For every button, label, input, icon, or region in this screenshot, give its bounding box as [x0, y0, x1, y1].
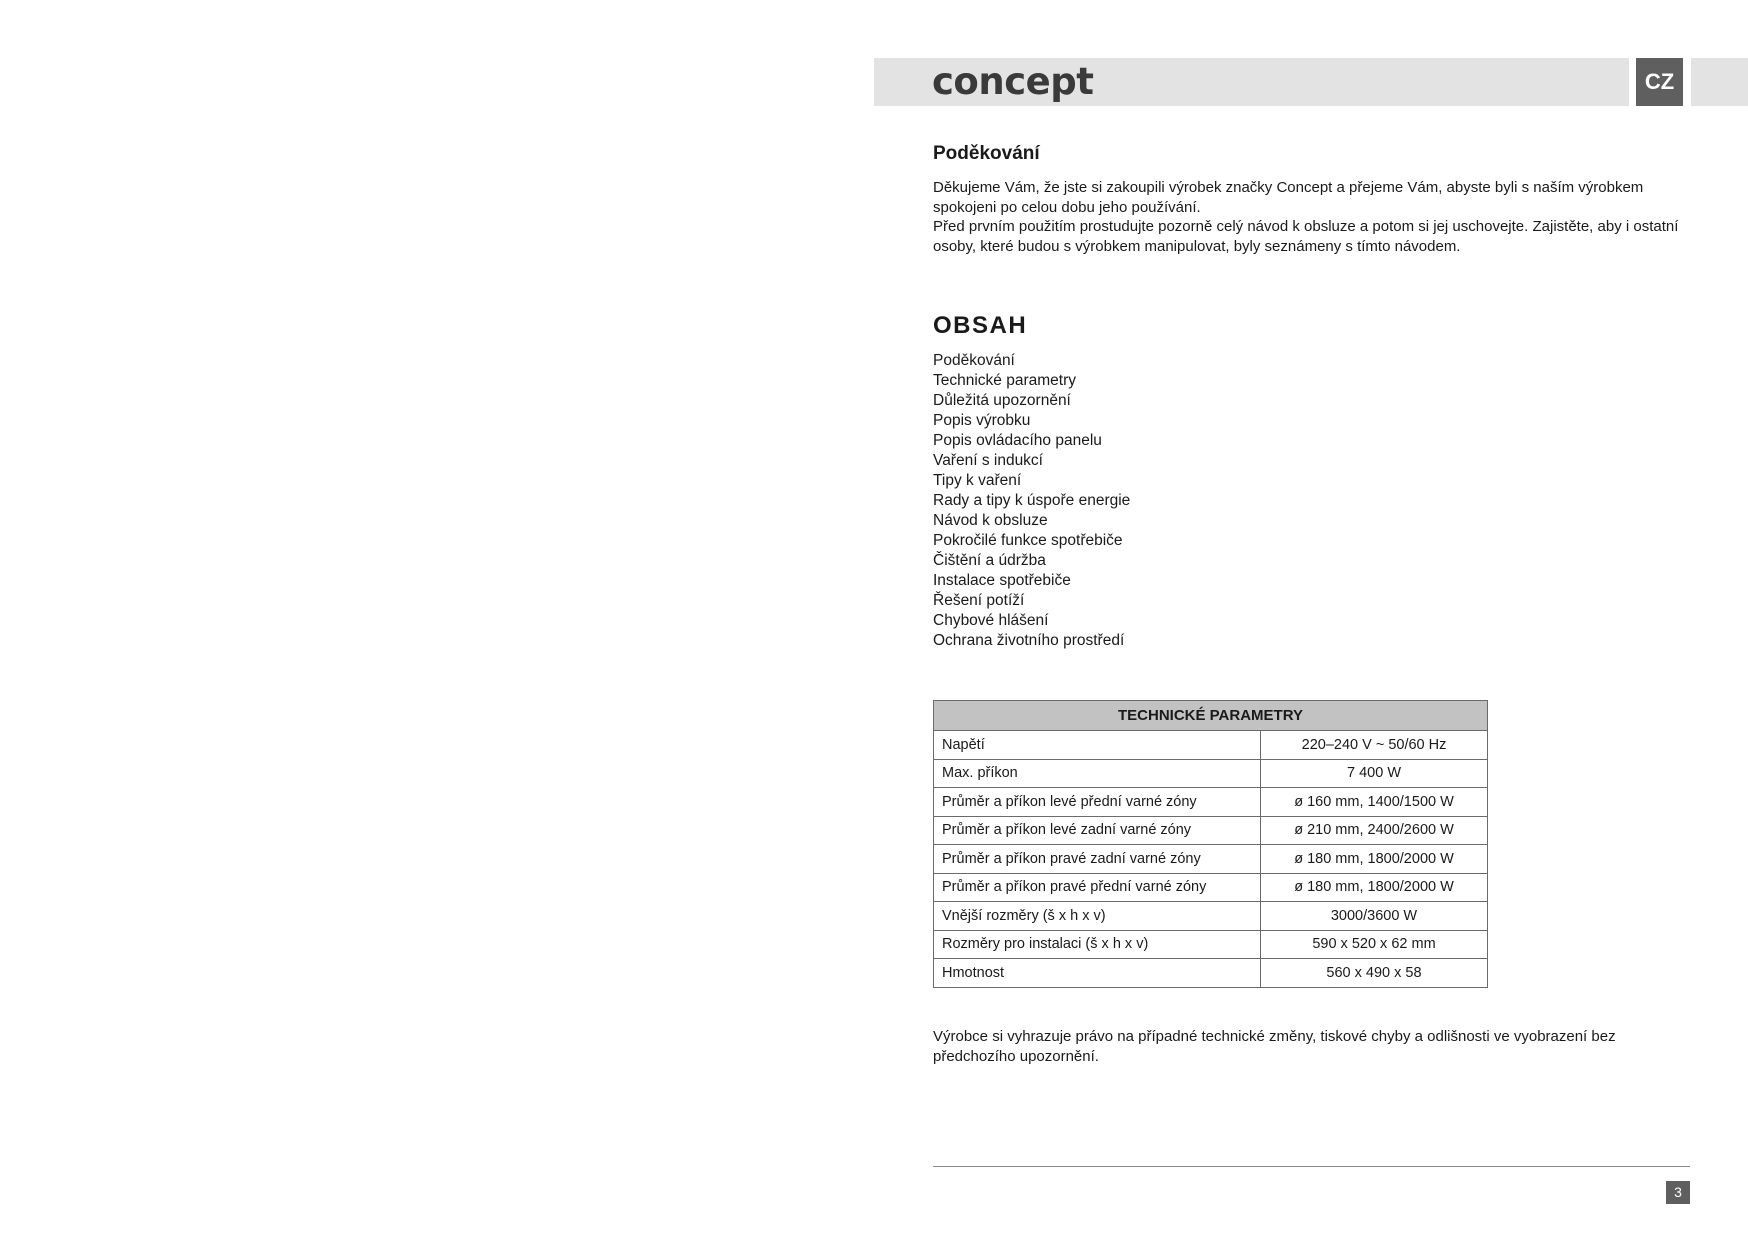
- table-row: [934, 788, 1488, 817]
- spec-label: Průměr a příkon levé zadní varné zóny: [934, 816, 1261, 845]
- spec-label: Max. příkon: [934, 759, 1261, 788]
- toc-item: Řešení potíží: [933, 592, 1025, 609]
- spec-value: ø 180 mm, 1800/2000 W: [1261, 845, 1488, 874]
- toc-item: Pokročilé funkce spotřebiče: [933, 532, 1123, 549]
- spec-value: 590 x 520 x 62 mm: [1261, 930, 1488, 959]
- spec-value: 560 x 490 x 58: [1261, 959, 1488, 988]
- thanks-paragraph: Děkujeme Vám, že jste si zakoupili výrobek značky Concept a přejeme Vám, abyste byli s naším výrobkem spokojeni po celou dobu jeho používání.: [933, 179, 1644, 216]
- spec-value: 7 400 W: [1261, 759, 1488, 788]
- brand-logo: concept: [932, 60, 1094, 103]
- table-row: [934, 731, 1488, 760]
- toc-item: Instalace spotřebiče: [933, 572, 1071, 589]
- spec-value: ø 180 mm, 1800/2000 W: [1261, 873, 1488, 902]
- disclaimer-text: Výrobce si vyhrazuje právo na případné technické změny, tiskové chyby a odlišnosti ve vyobrazení bez předchozího upozornění.: [933, 1028, 1616, 1065]
- spec-label: Rozměry pro instalaci (š x h x v): [934, 930, 1261, 959]
- spec-label: Hmotnost: [934, 959, 1261, 988]
- page-number: 3: [1666, 1181, 1690, 1204]
- toc-item: Čištění a údržba: [933, 552, 1046, 569]
- toc-item: Rady a tipy k úspoře energie: [933, 492, 1131, 509]
- table-row: [934, 873, 1488, 902]
- spec-label: Napětí: [934, 731, 1261, 760]
- spec-value: ø 210 mm, 2400/2600 W: [1261, 816, 1488, 845]
- table-row: [934, 816, 1488, 845]
- toc-item: Ochrana životního prostředí: [933, 632, 1125, 649]
- spec-label: Průměr a příkon levé přední varné zóny: [934, 788, 1261, 817]
- toc-heading: OBSAH: [933, 312, 1028, 339]
- toc-list: [933, 351, 1130, 651]
- thanks-text: [933, 178, 1688, 256]
- toc-item: Technické parametry: [933, 372, 1077, 389]
- spec-value: 220–240 V ~ 50/60 Hz: [1261, 731, 1488, 760]
- toc-item: Návod k obsluze: [933, 512, 1048, 529]
- header-bar-end: [1691, 58, 1748, 106]
- spec-value: 3000/3600 W: [1261, 902, 1488, 931]
- toc-item: Popis ovládacího panelu: [933, 432, 1102, 449]
- table-row: [934, 902, 1488, 931]
- toc-item: Tipy k vaření: [933, 472, 1022, 489]
- toc-item: Chybové hlášení: [933, 612, 1049, 629]
- footer-divider: [933, 1166, 1690, 1167]
- thanks-heading: Poděkování: [933, 143, 1040, 164]
- spec-label: Průměr a příkon pravé zadní varné zóny: [934, 845, 1261, 874]
- spec-table-title: TECHNICKÉ PARAMETRY: [934, 701, 1488, 731]
- spec-label: Průměr a příkon pravé přední varné zóny: [934, 873, 1261, 902]
- table-row: [934, 845, 1488, 874]
- spec-table: [933, 700, 1488, 988]
- table-row: [934, 930, 1488, 959]
- table-row: [934, 759, 1488, 788]
- spec-label: Vnější rozměry (š x h x v): [934, 902, 1261, 931]
- language-badge: CZ: [1636, 58, 1683, 106]
- spec-value: ø 160 mm, 1400/1500 W: [1261, 788, 1488, 817]
- thanks-paragraph: Před prvním použitím prostudujte pozorně celý návod k obsluze a potom si jej uschovejte. Zajistěte, aby i ostatní osoby, které budou s výrobkem manipulovat, byly seznámeny s tímto návodem.: [933, 218, 1679, 255]
- toc-item: Poděkování: [933, 352, 1015, 369]
- toc-item: Popis výrobku: [933, 412, 1031, 429]
- table-row: [934, 959, 1488, 988]
- toc-item: Důležitá upozornění: [933, 392, 1071, 409]
- toc-item: Vaření s indukcí: [933, 452, 1043, 469]
